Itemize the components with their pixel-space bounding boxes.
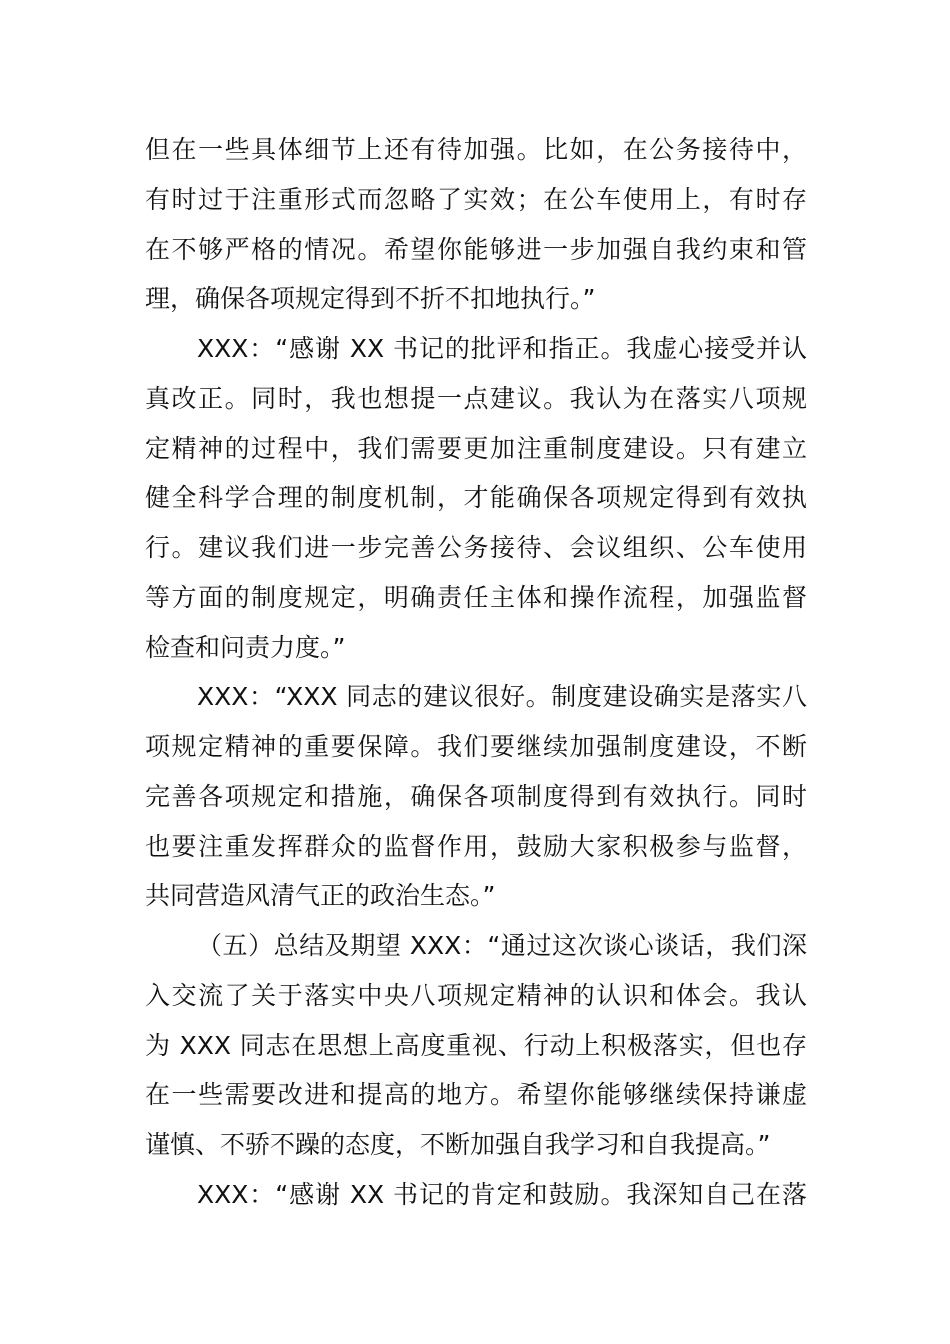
text-line: 入交流了关于落实中央八项规定精神的认识和体会。我认 (145, 980, 807, 1010)
text-line: 定精神的过程中，我们需要更加注重制度建设。只有建立 (145, 433, 807, 463)
text-line: XXX：“感谢 XX 书记的批评和指正。我虚心接受并认 (197, 334, 807, 363)
text-line: 但在一些具体细节上还有待加强。比如，在公务接待中， (145, 135, 807, 164)
text-line: （五）总结及期望 XXX：“通过这次谈心谈话，我们深 (197, 931, 807, 960)
text-line: 真改正。同时，我也想提一点建议。我认为在落实八项规 (145, 383, 807, 413)
text-line: 有时过于注重形式而忽略了实效；在公车使用上，有时存 (145, 184, 807, 214)
text-line: 也要注重发挥群众的监督作用，鼓励大家积极参与监督， (145, 831, 807, 861)
text-line: 谨慎、不骄不躁的态度，不断加强自我学习和自我提高。” (145, 1130, 771, 1159)
text-line: 在一些需要改进和提高的地方。希望你能够继续保持谦虚 (145, 1080, 807, 1110)
text-line: 项规定精神的重要保障。我们要继续加强制度建设，不断 (145, 732, 807, 761)
text-line: XXX：“XXX 同志的建议很好。制度建设确实是落实八 (197, 682, 807, 712)
text-line: 等方面的制度规定，明确责任主体和操作流程，加强监督 (145, 582, 807, 612)
text-line: 在不够严格的情况。希望你能够进一步加强自我约束和管 (145, 234, 807, 264)
text-line: 共同营造风清气正的政治生态。” (145, 881, 496, 911)
text-line: 为 XXX 同志在思想上高度重视、行动上积极落实，但也存 (145, 1030, 807, 1060)
text-line: 行。建议我们进一步完善公务接待、会议组织、公车使用 (145, 533, 807, 562)
document-page (145, 125, 807, 1220)
text-line: 检查和问责力度。” (145, 632, 346, 662)
text-line: 完善各项规定和措施，确保各项制度得到有效执行。同时 (145, 781, 807, 811)
text-line: 健全科学合理的制度机制，才能确保各项规定得到有效执 (145, 483, 807, 513)
text-line: XXX：“感谢 XX 书记的肯定和鼓励。我深知自己在落 (197, 1179, 807, 1209)
text-line: 理，确保各项规定得到不折不扣地执行。” (145, 284, 596, 314)
